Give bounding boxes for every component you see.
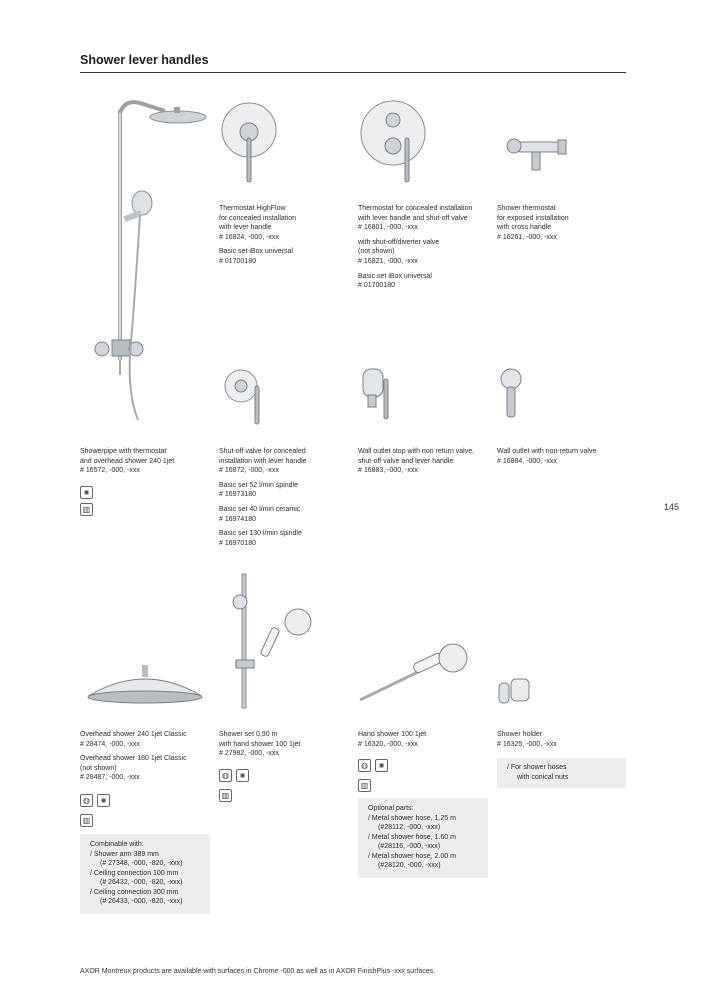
box-item: / Metal shower hose, 2.00 m bbox=[368, 852, 456, 860]
product-code: # 01700180 bbox=[219, 257, 256, 265]
hand-shower-service-badge bbox=[358, 779, 371, 792]
product-code: # 16320, -000, -xxx bbox=[358, 740, 418, 748]
product-code: # 01700180 bbox=[358, 282, 395, 290]
text-line: for exposed installation bbox=[497, 214, 569, 222]
overhead-badges bbox=[80, 794, 110, 807]
text-line: Hand shower 100 1jet bbox=[358, 731, 427, 738]
eco-water-drop-icon: ◍ bbox=[80, 794, 93, 807]
text-line: shut-off valve and lever handle bbox=[358, 457, 454, 465]
text-line: Basic set iBox universal bbox=[358, 272, 432, 280]
product-code: # 16883, -000, -xxx bbox=[358, 467, 418, 475]
text-line: Shower set 0.90 m bbox=[219, 731, 278, 738]
overhead-service-badge bbox=[80, 814, 93, 827]
box-item-label: Ceiling connection 100 mm bbox=[93, 869, 179, 877]
shower-holder-text bbox=[497, 730, 629, 749]
overhead-shower-image bbox=[80, 665, 210, 710]
service-parts-icon: ▥ bbox=[80, 814, 93, 827]
shower-set-service-badge bbox=[219, 789, 232, 802]
text-line: Wall outlet with non-return valve bbox=[497, 448, 597, 455]
box-item: / Metal shower hose, 1.60 m bbox=[368, 833, 456, 841]
box-item: / Ceiling connection 300 mm bbox=[90, 888, 179, 896]
optional-parts-box bbox=[358, 798, 488, 878]
wall-outlet-image bbox=[497, 365, 527, 421]
text-line: Basic set 52 l/min spindle bbox=[219, 481, 298, 489]
box-item: / Metal shower hose, 1.25 m bbox=[368, 814, 456, 822]
text-line: with shut-off/diverter valve bbox=[358, 238, 440, 246]
service-parts-icon: ▥ bbox=[80, 503, 93, 516]
shower-set-badges bbox=[219, 769, 249, 782]
combinable-box bbox=[80, 834, 210, 914]
product-code: # 16261, -000, -xxx bbox=[497, 233, 557, 241]
box-item: / Shower arm 389 mm bbox=[90, 850, 159, 858]
product-code: # 27982, -000, -xxx bbox=[219, 750, 279, 758]
showerpipe-image bbox=[80, 95, 210, 435]
box-item-code: (# 26432, -000, -820, -xxx) bbox=[100, 879, 183, 886]
product-code: # 16325, -000, -xxx bbox=[497, 740, 557, 748]
text-line: Wall outlet stop with non return valve, bbox=[358, 448, 475, 455]
text-line: for concealed installation bbox=[219, 214, 297, 222]
showerpipe-badges bbox=[80, 486, 93, 516]
text-line: Basic set iBox universal bbox=[219, 248, 293, 256]
footer-note: AXOR Montreux products are available with surfaces in Chrome -000 as well as in AXOR FinishPlus -xxx surfaces. bbox=[80, 968, 436, 975]
hand-shower-text bbox=[358, 730, 490, 749]
page-title: Shower lever handles bbox=[80, 53, 209, 67]
product-code: # 16801, -000, -xxx bbox=[358, 224, 418, 232]
box-item-label: Metal shower hose, 1.60 m bbox=[371, 833, 456, 841]
page-number: 145 bbox=[664, 502, 680, 512]
text-line: Thermostat HighFlow bbox=[219, 205, 286, 212]
product-code: # 16884, -000, -xxx bbox=[497, 457, 557, 465]
text-line: Basic set 130 l/min spindle bbox=[219, 530, 302, 538]
text-line: (not shown) bbox=[80, 764, 117, 772]
product-code: # 16973180 bbox=[219, 491, 256, 499]
product-code: # 16872, -000, -xxx bbox=[219, 467, 279, 475]
service-parts-icon: ▥ bbox=[358, 779, 371, 792]
text-line: with lever handle bbox=[219, 224, 272, 232]
shower-holder-image bbox=[497, 675, 537, 710]
outlet-stop-text bbox=[358, 447, 498, 476]
text-line: and overhead shower 240 1jet bbox=[80, 457, 175, 465]
product-code: # 16970180 bbox=[219, 539, 256, 547]
shutoff-valve-image bbox=[219, 368, 269, 430]
spray-mode-icon: ✺ bbox=[80, 486, 93, 499]
thermo-shutoff-text bbox=[358, 204, 498, 291]
title-rule bbox=[80, 72, 626, 73]
eco-water-drop-icon: ◍ bbox=[219, 769, 232, 782]
box-item-label: For shower hoses bbox=[510, 764, 567, 771]
text-line: with lever handle and shut-off valve bbox=[358, 214, 468, 222]
product-code: # 16821, -000, -xxx bbox=[358, 257, 418, 265]
box-item-code: (#28116, -000, -xxx) bbox=[378, 843, 441, 850]
showerpipe-text bbox=[80, 447, 212, 476]
product-code: # 16974180 bbox=[219, 515, 256, 523]
text-line: installation with lever handle bbox=[219, 457, 307, 465]
text-line: Thermostat for concealed installation bbox=[358, 205, 473, 212]
box-item-label: Metal shower hose, 2.00 m bbox=[371, 852, 456, 860]
box-item-label: Ceiling connection 300 mm bbox=[93, 888, 179, 896]
thermostat-shutoff-image bbox=[358, 98, 428, 190]
box-item-code: (# 26433, -000, -820, -xxx) bbox=[100, 898, 183, 905]
service-parts-icon: ▥ bbox=[219, 789, 232, 802]
text-line: Overhead shower 240 1jet Classic bbox=[80, 731, 187, 738]
shower-thermostat-text bbox=[497, 204, 629, 242]
text-line: Showerpipe with thermostat bbox=[80, 448, 167, 455]
box-item-code: (#28120, -000, -xxx) bbox=[378, 862, 441, 869]
shutoff-valve-text bbox=[219, 447, 351, 548]
text-line: Shower holder bbox=[497, 731, 543, 738]
text-line: Basic set 40 l/min ceramic bbox=[219, 505, 301, 513]
box-item: / Ceiling connection 100 mm bbox=[90, 869, 179, 877]
box-item-code: (#28112, -000, -xxx) bbox=[378, 824, 441, 831]
thermo-highflow-text bbox=[219, 204, 351, 267]
shower-thermostat-image bbox=[504, 128, 574, 178]
hand-shower-image bbox=[358, 640, 478, 710]
overhead-shower-text bbox=[80, 730, 212, 783]
box-item-label: Metal shower hose, 1.25 m bbox=[371, 814, 456, 822]
box-title: Optional parts: bbox=[368, 805, 414, 812]
box-item: / For shower hoses bbox=[507, 764, 567, 771]
product-code: # 16824, -000, -xxx bbox=[219, 233, 279, 241]
text-line: Shut-off valve for concealed bbox=[219, 448, 306, 455]
spray-mode-icon: ✺ bbox=[236, 769, 249, 782]
product-code: # 16572, -000, -xxx bbox=[80, 467, 140, 475]
hand-shower-badges bbox=[358, 759, 388, 772]
outlet-stop-image bbox=[358, 365, 408, 427]
box-item-code: (# 27348, -000, -820, -xxx) bbox=[100, 860, 183, 867]
product-code: # 28487, -000, -xxx bbox=[80, 774, 140, 782]
text-line: (not shown) bbox=[358, 248, 395, 256]
product-code: # 28474, -000, -xxx bbox=[80, 740, 140, 748]
box-item-code: with conical nuts bbox=[517, 773, 569, 781]
shower-set-image bbox=[228, 572, 318, 712]
shower-set-text bbox=[219, 730, 351, 759]
text-line: Overhead shower 180 1jet Classic bbox=[80, 755, 187, 763]
holder-note-box bbox=[497, 758, 626, 788]
spray-mode-icon: ✺ bbox=[97, 794, 110, 807]
wall-outlet-text bbox=[497, 447, 629, 466]
box-item-label: Shower arm 389 mm bbox=[93, 850, 159, 858]
text-line: with cross handle bbox=[497, 224, 552, 232]
text-line: with hand shower 100 1jet bbox=[219, 740, 301, 748]
eco-water-drop-icon: ◍ bbox=[358, 759, 371, 772]
text-line: Shower thermostat bbox=[497, 205, 556, 212]
spray-mode-icon: ✺ bbox=[375, 759, 388, 772]
thermostat-highflow-image bbox=[219, 100, 279, 190]
box-title: Combinable with: bbox=[90, 841, 144, 848]
